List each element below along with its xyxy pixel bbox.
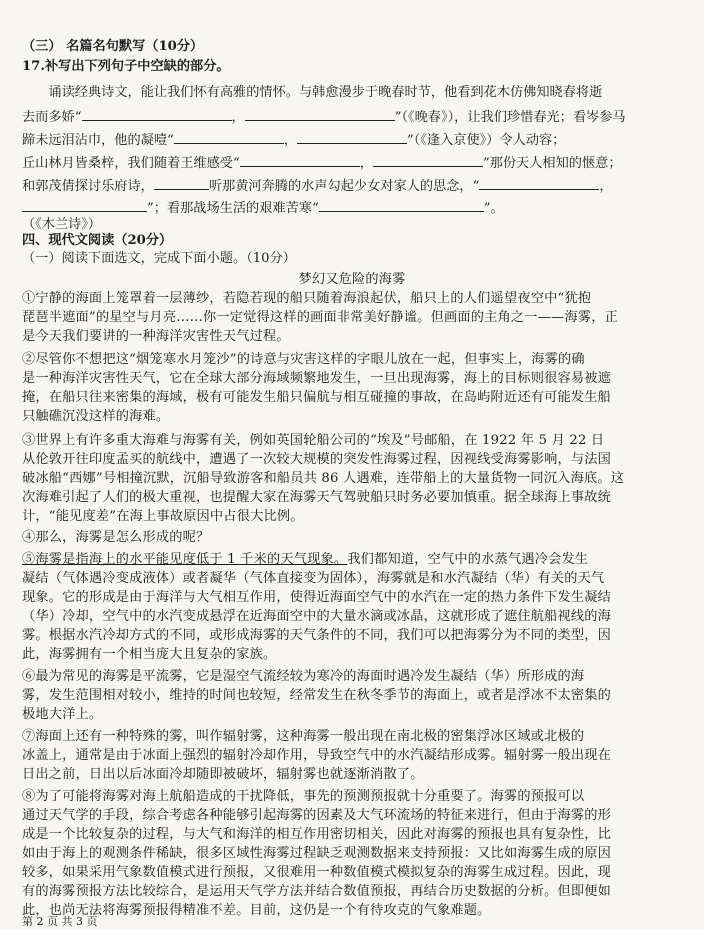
fill-text: ”。 [483,201,504,216]
fill-text: ， [359,156,373,171]
paragraph-6-line: ⑥最为常见的海雾是平流雾，它是湿空气流经较为寒冷的海面时遇冷发生凝结（华）所形成的海 [22,669,585,684]
answer-blank[interactable] [479,176,599,190]
fill-line-4 [22,176,682,196]
poem-intro-line: 诵读经典诗文，能让我们怀有高雅的情怀。与韩愈漫步于晚春时节，他看到花木仿佛知晓春将逝 [48,85,603,100]
question-17: 17.补写出下列句子中空缺的部分。 [22,59,230,74]
section4-subheading: （一）阅读下面选文，完成下面小题。（10分） [22,251,296,266]
fill-text: 丘山林月皆桑梓，我们随着王维感受“ [22,156,240,171]
source-note: （《木兰诗》） [22,217,102,232]
paragraph-4: ④那么，海雾是怎么形成的呢？ [22,530,210,545]
paragraph-8-line: ⑧为了可能将海雾对海上航船造成的干扰降低，事先的预测预报就十分重要了。海雾的预报可以 [22,789,585,804]
fill-text: ”（《晚春》），让我们珍惜春光；看岑参马 [394,110,626,125]
paragraph-3-line: 次海难引起了人们的极大重视，也提醒大家在海雾天气驾驶船只时务必要加慎重。据全球海上事故统 [22,490,612,505]
answer-blank[interactable] [154,176,209,190]
answer-blank[interactable] [373,153,483,167]
answer-blank[interactable] [174,130,284,144]
paragraph-5-line [22,551,682,569]
page-number: 第 2 页 共 3 页 [22,915,98,928]
paragraph-8-line: 此，也尚无法将海雾预报得精准不差。目前，这仍是一个有待攻克的气象难题。 [22,903,491,918]
paragraph-3-line: ③世界上有许多重大海难与海雾有关，例如英国轮船公司的“埃及”号邮船，在 1922 年 5 月 22 日 [22,433,605,448]
article-title: 梦幻又危险的海雾 [298,272,406,287]
paragraph-8-line: 通过天气学的手段，综合考虑各种能够引起海雾的因素及大气环流场的特征来进行，但由于海雾的形 [22,808,612,823]
paragraph-8-line: 成是一个比较复杂的过程，与大气和海洋的相互作用密切相关，因此对海雾的预报也具有复杂性，比 [22,827,612,842]
fill-line-3 [22,153,682,173]
paragraph-5-line: 现象。它的形成是由于海洋与大气相互作用，使得近海面空气中的水汽在一定的热力条件下发生凝结 [22,590,612,605]
fill-text: ， [599,179,613,194]
paragraph-6-line: 极地大洋上。 [22,707,103,722]
fill-line-2 [22,130,682,150]
answer-blank[interactable] [297,130,407,144]
fill-line-5 [22,198,682,218]
fill-text: ”（《逢入京使》）令人动容； [407,133,566,148]
fill-text: 蹄未远泪沾巾，他的凝噎“ [22,133,174,148]
fill-text: ， [283,133,297,148]
fill-text: 和郭茂倩探讨乐府诗， [22,179,154,194]
fill-text: ”那份天人相知的惬意； [482,156,622,171]
fill-text: 听那黄河奔腾的水声勾起少女对家人的思念，“ [208,179,480,194]
paragraph-8-line: 如由于海上的观测条件稀缺，很多区域性海雾过程缺乏观测数据来支持预报：又比如海雾生成的原因 [22,846,612,861]
paragraph-5-text: 我们都知道，空气中的水蒸气遇冷会发生 [347,552,589,567]
paragraph-6-line: 雾，发生范围相对较小，维持的时间也较短，经常发生在秋冬季节的海面上，或者是浮冰不太密集的 [22,688,612,703]
paragraph-5-line: （华）冷却，空气中的水汽变成悬浮在近海面空中的大量水滴或冰晶，这就形成了遮住航船视线的海 [22,609,612,624]
paragraph-7-line: 冰盖上，通常是由于冰面上强烈的辐射冷却作用，导致空气中的水汽凝结形成雾。辐射雾一般出现在 [22,748,612,763]
paragraph-5-line: 雾。根据水汽冷却方式的不同，或形成海雾的天气条件的不同，我们可以把海雾分为不同的类型，因 [22,628,612,643]
paragraph-8-line: 较多，如果采用气象数值模式进行预报，又很难用一种数值模式模拟复杂的海雾生成过程。因此，现 [22,865,612,880]
paragraph-2-line: 是一种海洋灾害性天气，它在全球大部分海域频繁地发生，一旦出现海雾，海上的目标则很容易被遮 [22,371,612,386]
paragraph-7-line: 日出之前，日出以后冰面冷却随即被破坏，辐射雾也就逐渐消散了。 [22,767,424,782]
fill-text: 去而多娇“ [22,110,82,125]
answer-blank[interactable] [240,153,360,167]
paragraph-2-line: ②尽管你不想把这“烟笼寒水月笼沙”的诗意与灾害这样的字眼儿放在一起，但事实上，海雾的确 [22,352,585,367]
paragraph-5-line: 凝结（气体遇冷变成液体）或者凝华（气体直接变为固体），海雾就是和水汽凝结（华）有关的天气 [22,571,605,586]
paragraph-8-line: 有的海雾预报方法比较综合，是运用天气学方法并结合数值预报，再结合历史数据的分析。但即便如 [22,884,612,899]
paragraph-2-line: 掩，在船只往来密集的海域，极有可能发生船只偏航与相互碰撞的事故，在岛屿附近还有可能发生船 [22,390,612,405]
paragraph-1-line: ①宁静的海面上笼罩着一层薄纱，若隐若现的船只随着海浪起伏，船只上的人们遥望夜空中“犹抱 [22,291,592,306]
fill-line-1 [22,107,682,127]
fill-text: ”；看那战场生活的艰难苦寒“ [147,201,319,216]
section4-heading: 四、现代文阅读（20分） [22,233,173,248]
answer-blank[interactable] [319,198,484,212]
paragraph-1-line: 是今天我们要讲的一种海洋灾害性天气过程。 [22,329,290,344]
underlined-definition: ⑤海雾是指海上的水平能见度低于 1 千米的天气现象。 [22,552,348,567]
answer-blank[interactable] [245,107,395,121]
paragraph-7-line: ⑦海面上还有一种特殊的雾，叫作辐射雾，这种海雾一般出现在南北极的密集浮冰区域或北极的 [22,729,585,744]
paragraph-1-line: 琵琶半遮面”的星空与月亮……你一定觉得这样的画面非常美好静谧。但画面的主角之一——海雾，正 [22,310,618,325]
answer-blank[interactable] [22,198,147,212]
paragraph-5-line: 此，海雾拥有一个相当庞大且复杂的家族。 [22,647,277,662]
paragraph-2-line: 只触礁沉没这样的海难。 [22,409,170,424]
answer-blank[interactable] [82,107,232,121]
fill-text: ， [231,110,245,125]
paragraph-3-line: 从伦敦开往印度孟买的航线中，遭遇了一次较大规模的突发性海雾过程，因视线受海雾影响，与法国 [22,452,612,467]
section3-heading: （三） 名篇名句默写（10分） [22,39,204,54]
paragraph-3-line: 破冰船“西娜”号相撞沉默，沉船导致游客和船员共 86 人遇难，连带船上的大量货物一同沉入海底。这 [22,471,625,486]
paragraph-3-line: 计，“能见度差”在海上事故原因中占很大比例。 [22,509,304,524]
